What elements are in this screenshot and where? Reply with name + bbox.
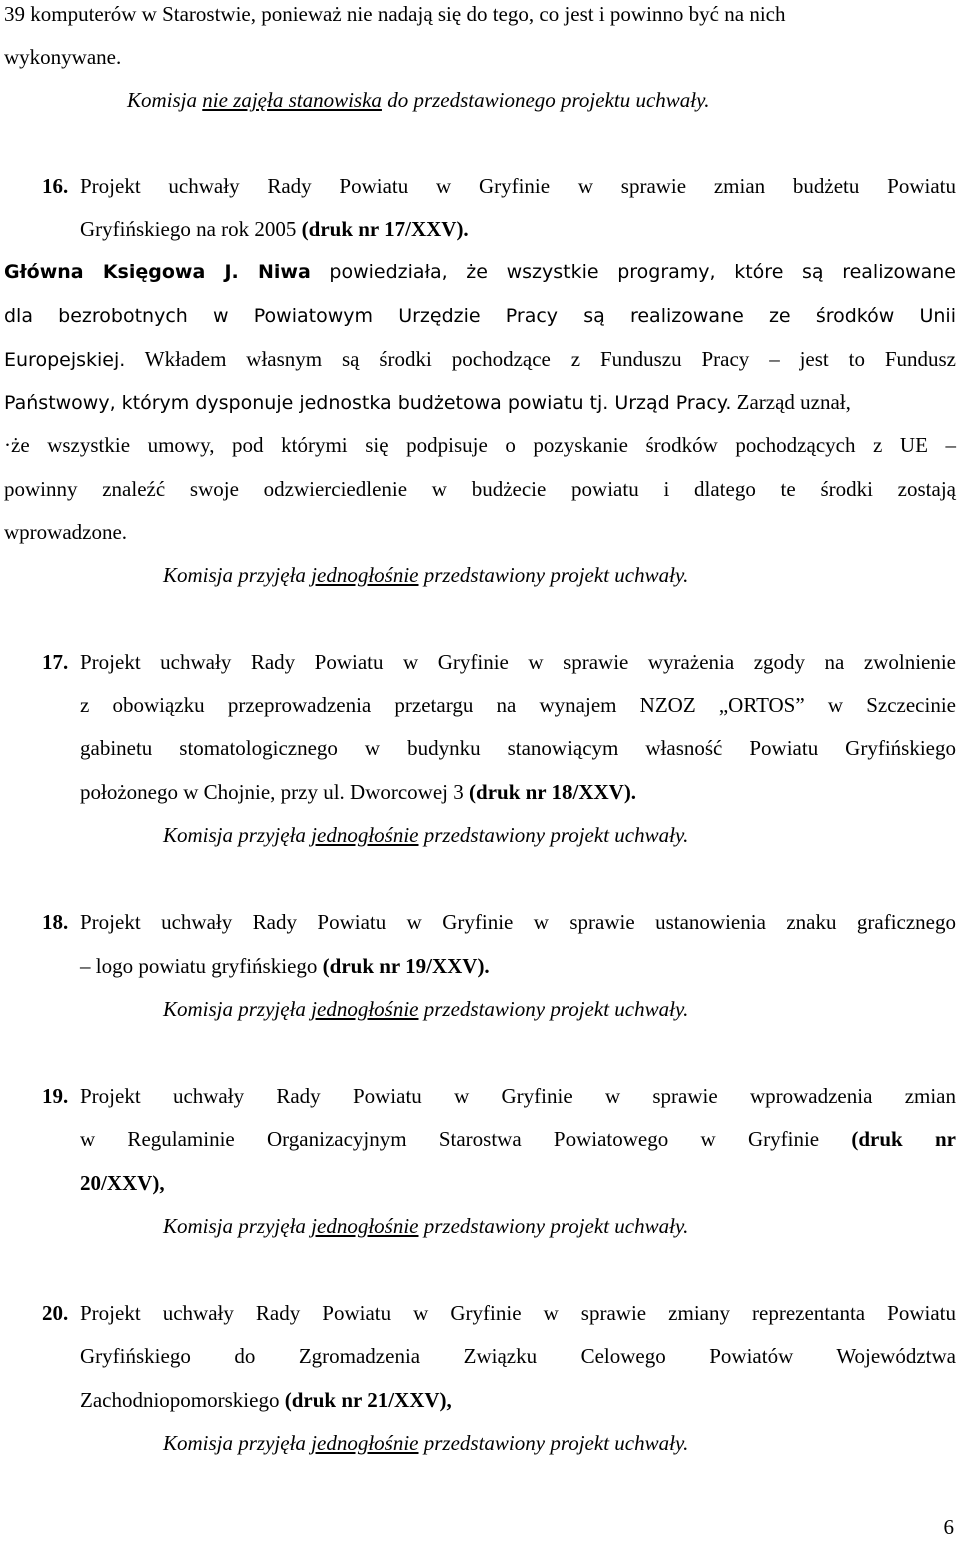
item-title-line: Projekt uchwały Rady Powiatu w Gryfinie w sprawie ustanowienia znaku graficznego	[80, 910, 956, 934]
item-number: 16.	[42, 174, 69, 198]
commission-text: Komisja przyjęła	[163, 997, 312, 1021]
item-number: 20.	[42, 1301, 69, 1325]
speech-text: Zarząd uznał,	[731, 390, 851, 414]
speech-text: Europejskiej.	[4, 349, 126, 371]
item-title-line: Gryfińskiego do Zgromadzenia Związku Celowego Powiatów Województwa	[80, 1344, 956, 1368]
item-title-line	[80, 778, 636, 806]
body-line	[4, 345, 956, 374]
item-title-line: Projekt uchwały Rady Powiatu w Gryfinie w sprawie zmian budżetu Powiatu	[80, 174, 956, 198]
commission-text: Komisja przyjęła	[163, 823, 312, 847]
commission-verdict: jednogłośnie	[311, 1431, 419, 1455]
print-reference: (druk nr 18/XXV).	[469, 780, 637, 804]
commission-text: do przedstawionego projektu uchwały.	[381, 88, 710, 112]
commission-opinion	[163, 1212, 688, 1240]
print-reference: (druk nr 19/XXV).	[322, 954, 490, 978]
item-title-line	[80, 1386, 452, 1414]
speech-text: powiedziała, że wszystkie programy, które są realizowane	[310, 261, 957, 283]
body-line: ·że wszystkie umowy, pod którymi się podpisuje o pozyskanie środków pochodzących z UE –	[4, 433, 956, 457]
commission-verdict: jednogłośnie	[311, 823, 419, 847]
commission-opinion	[163, 995, 688, 1023]
item-number: 17.	[42, 650, 69, 674]
body-line	[4, 388, 956, 417]
item-title-text: Gryfińskiego na rok 2005	[80, 217, 302, 241]
commission-text: przedstawiony projekt uchwały.	[418, 563, 689, 587]
item-title-line: Projekt uchwały Rady Powiatu w Gryfinie w sprawie wprowadzenia zmian	[80, 1084, 956, 1108]
print-reference: (druk nr	[851, 1127, 956, 1151]
item-title-line: Projekt uchwały Rady Powiatu w Gryfinie w sprawie zmiany reprezentanta Powiatu	[80, 1301, 956, 1325]
body-line: powinny znaleźć swoje odzwierciedlenie w budżecie powiatu i dlatego te środki zostają	[4, 477, 956, 501]
print-reference: (druk nr 17/XXV).	[301, 217, 469, 241]
commission-opinion	[163, 1429, 688, 1457]
commission-text: Komisja	[127, 88, 203, 112]
commission-opinion	[163, 821, 688, 849]
commission-text: przedstawiony projekt uchwały.	[418, 997, 689, 1021]
commission-verdict: nie zajęła stanowiska	[202, 88, 382, 112]
page-number: 6	[943, 1515, 954, 1539]
item-title-line	[80, 215, 469, 243]
item-number: 18.	[42, 910, 69, 934]
speech-text: Państwowy, którym dysponuje jednostka budżetowa powiatu tj. Urząd Pracy.	[4, 392, 732, 414]
item-title-line: Projekt uchwały Rady Powiatu w Gryfinie w sprawie wyrażenia zgody na zwolnienie	[80, 650, 956, 674]
body-line	[4, 258, 956, 286]
item-title-line	[80, 952, 490, 980]
print-reference: (druk nr 21/XXV),	[284, 1388, 452, 1412]
item-title-text: położonego w Chojnie, przy ul. Dworcowej 3	[80, 780, 470, 804]
item-title-text: – logo powiatu gryfińskiego	[80, 954, 323, 978]
body-line: wykonywane.	[4, 45, 122, 69]
item-title-line	[80, 1125, 956, 1153]
body-line: dla bezrobotnych w Powiatowym Urzędzie Pracy są realizowane ze środków Unii	[4, 305, 956, 327]
commission-verdict: jednogłośnie	[311, 563, 419, 587]
commission-verdict: jednogłośnie	[311, 1214, 419, 1238]
commission-opinion	[127, 86, 710, 114]
commission-opinion	[163, 561, 688, 589]
commission-text: przedstawiony projekt uchwały.	[418, 1431, 689, 1455]
item-title-line: gabinetu stomatologicznego w budynku stanowiącym własność Powiatu Gryfińskiego	[80, 736, 956, 760]
item-title-text: Zachodniopomorskiego	[80, 1388, 285, 1412]
commission-text: Komisja przyjęła	[163, 563, 312, 587]
print-reference: 20/XXV),	[80, 1171, 165, 1195]
commission-text: przedstawiony projekt uchwały.	[418, 1214, 689, 1238]
item-number: 19.	[42, 1084, 69, 1108]
item-title-line: z obowiązku przeprowadzenia przetargu na wynajem NZOZ „ORTOS” w Szczecinie	[80, 693, 956, 717]
commission-text: Komisja przyjęła	[163, 1214, 312, 1238]
body-line: wprowadzone.	[4, 520, 128, 544]
commission-text: przedstawiony projekt uchwały.	[418, 823, 689, 847]
commission-verdict: jednogłośnie	[311, 997, 419, 1021]
item-title-text: w Regulaminie Organizacyjnym Starostwa Powiatowego w Gryfinie	[80, 1127, 852, 1151]
commission-text: Komisja przyjęła	[163, 1431, 312, 1455]
speech-text: Wkładem własnym są środki pochodzące z Funduszu Pracy – jest to Fundusz	[125, 347, 956, 371]
speaker-name: Główna Księgowa J. Niwa	[4, 261, 311, 283]
body-line: 39 komputerów w Starostwie, ponieważ nie nadają się do tego, co jest i powinno być na nich	[4, 2, 786, 26]
